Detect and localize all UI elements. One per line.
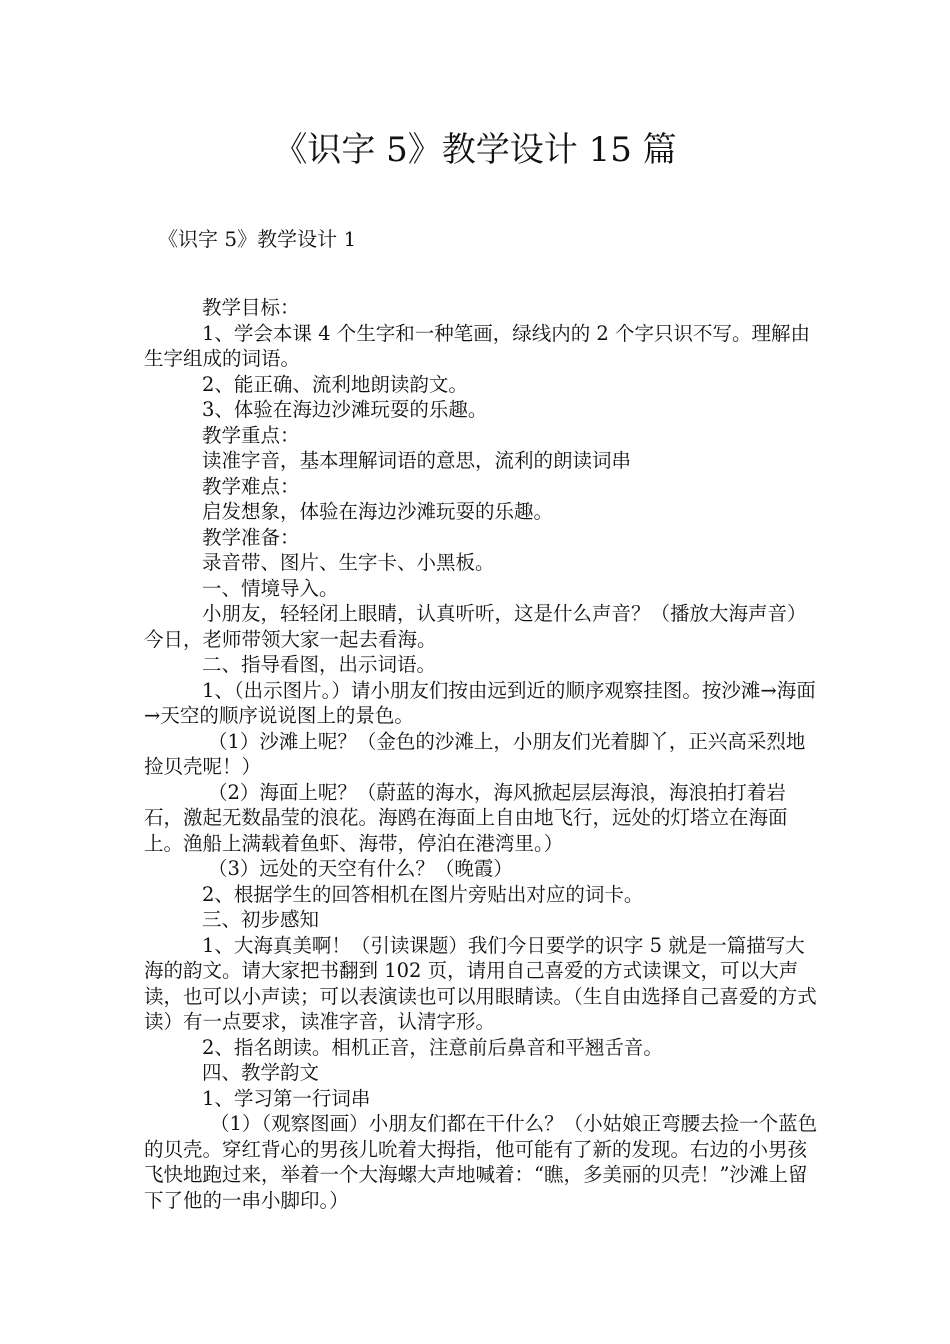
paragraph: 录音带、图片、生字卡、小黑板。 xyxy=(202,551,495,574)
paragraph: （2）海面上呢？（蔚蓝的海水，海风掀起层层海浪，海浪拍打着岩石，激起无数晶莹的浪花。海鸥在海面上自由地飞行，远处的灯塔立在海面上。渔船上满载着鱼虾、海带，停泊在港湾里。） xyxy=(144,780,788,855)
paragraph: 2、根据学生的回答相机在图片旁贴出对应的词卡。 xyxy=(202,882,644,906)
paragraph: 教学目标： xyxy=(202,296,300,319)
document-body xyxy=(144,295,824,1213)
paragraph: 1、学习第一行词串 xyxy=(202,1086,371,1110)
paragraph: 小朋友，轻轻闭上眼睛，认真听听，这是什么声音？（播放大海声音）今日，老师带领大家一起去看海。 xyxy=(144,602,807,651)
paragraph: 教学重点： xyxy=(202,423,300,447)
paragraph: 1、（出示图片。）请小朋友们按由远到近的顺序观察挂图。按沙滩→海面→天空的顺序说说图上的景色。 xyxy=(144,678,816,727)
paragraph: 读准字音，基本理解词语的意思，流利的朗读词串 xyxy=(202,449,632,472)
paragraph: （1）沙滩上呢？（金色的沙滩上，小朋友们光着脚丫，正兴高采烈地捡贝壳呢！） xyxy=(144,729,806,778)
paragraph: 三、初步感知 xyxy=(202,908,320,931)
paragraph: 1、大海真美啊！（引读课题）我们今日要学的识字 5 就是一篇描写大海的韵文。请大家把书翻到 102 页，请用自己喜爱的方式读课文，可以大声读，也可以小声读；可以表演读也可以用眼睛读。（生自由选择自己喜爱的方式读）有一点要求，读准字音，认清字形。 xyxy=(144,933,817,1033)
paragraph: 2、能正确、流利地朗读韵文。 xyxy=(202,372,468,396)
paragraph: 教学准备： xyxy=(202,525,300,549)
paragraph: 一、情境导入。 xyxy=(202,576,339,600)
paragraph: 1、学会本课 4 个生字和一种笔画，绿线内的 2 个字只识不写。理解由生字组成的词语。 xyxy=(144,321,811,370)
paragraph: 2、指名朗读。相机正音，注意前后鼻音和平翘舌音。 xyxy=(202,1035,663,1059)
paragraph: （1）（观察图画）小朋友们都在干什么？（小姑娘正弯腰去捡一个蓝色的贝壳。穿红背心的男孩儿吮着大拇指，他可能有了新的发现。右边的小男孩飞快地跑过来，举着一个大海螺大声地喊着：“瞧，多美丽的贝壳！”沙滩上留下了他的一串小脚印。） xyxy=(144,1112,818,1212)
paragraph: 四、教学韵文 xyxy=(202,1061,320,1084)
paragraph: 二、指导看图，出示词语。 xyxy=(202,653,437,676)
paragraph: 启发想象，体验在海边沙滩玩耍的乐趣。 xyxy=(202,500,554,523)
paragraph: 3、体验在海边沙滩玩耍的乐趣。 xyxy=(202,398,488,421)
paragraph: 教学难点： xyxy=(202,474,300,498)
document-title: 《识字 5》教学设计 15 篇 xyxy=(273,130,677,170)
section-title: 《识字 5》教学设计 1 xyxy=(158,227,357,251)
paragraph: （3）远处的天空有什么？（晚霞） xyxy=(208,857,513,880)
